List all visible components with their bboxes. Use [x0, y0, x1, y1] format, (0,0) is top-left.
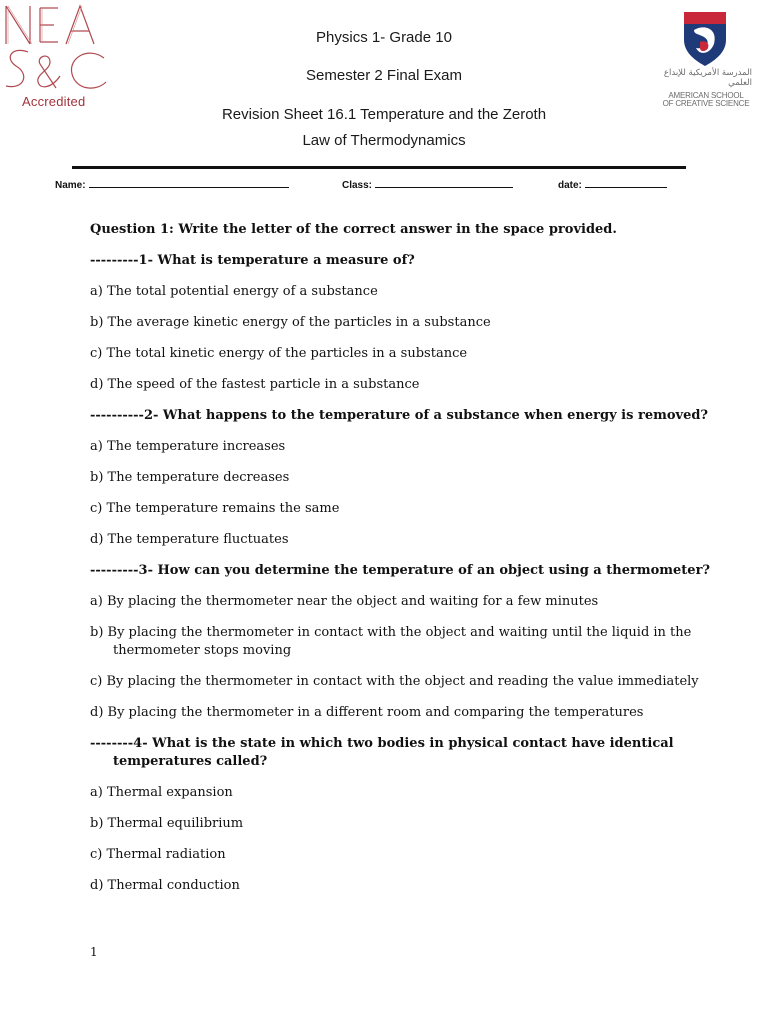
neasc-accredited-logo: [0, 0, 120, 112]
page-number: 1: [90, 945, 98, 959]
item-4-prompt-cont: temperatures called?: [113, 754, 268, 769]
item-2-option-b: b) The temperature decreases: [90, 470, 290, 485]
item-2-option-c: c) The temperature remains the same: [90, 501, 340, 516]
name-label: Name:: [55, 180, 86, 191]
item-3-option-b: b) By placing the thermometer in contact with the object and waiting until the liquid in the: [90, 625, 692, 640]
item-2-option-a: a) The temperature increases: [90, 439, 286, 454]
item-3-option-d: d) By placing the thermometer in a different room and comparing the temperatures: [90, 705, 644, 720]
item-2-option-d: d) The temperature fluctuates: [90, 532, 289, 547]
item-1-option-a: a) The total potential energy of a substance: [90, 284, 378, 299]
item-4-prompt: --------4- What is the state in which two bodies in physical contact have identical: [90, 736, 674, 751]
class-blank[interactable]: [375, 178, 513, 188]
school-name-line-1: AMERICAN SCHOOL: [668, 91, 744, 100]
sheet-title-line-2: Law of Thermodynamics: [302, 132, 466, 149]
neasc-letters-graphic: [0, 0, 120, 100]
class-label: Class:: [342, 180, 373, 191]
item-1-option-c: c) The total kinetic energy of the particles in a substance: [90, 346, 468, 361]
school-name-line-2: OF CREATIVE SCIENCE: [662, 99, 750, 108]
item-4-option-b: b) Thermal equilibrium: [90, 816, 244, 831]
class-field: [342, 178, 513, 191]
school-name-arabic: المدرسة الأمريكية للإبداع العلمي: [663, 68, 752, 88]
school-logo: [642, 0, 768, 118]
sheet-title-line-1: Revision Sheet 16.1 Temperature and the Zeroth: [221, 106, 547, 123]
item-1-option-b: b) The average kinetic energy of the particles in a substance: [90, 315, 491, 330]
item-4-option-a: a) Thermal expansion: [90, 785, 233, 800]
name-field: [55, 178, 289, 191]
name-blank[interactable]: [89, 178, 289, 188]
item-2-prompt: ----------2- What happens to the temperature of a substance when energy is removed?: [90, 408, 709, 423]
item-3-option-b-cont: thermometer stops moving: [113, 643, 292, 658]
header-divider: [72, 166, 686, 169]
item-4-option-d: d) Thermal conduction: [90, 878, 240, 893]
item-1-option-d: d) The speed of the fastest particle in a substance: [90, 377, 420, 392]
date-label: date:: [558, 180, 582, 191]
date-blank[interactable]: [585, 178, 667, 188]
item-3-prompt: ---------3- How can you determine the temperature of an object using a thermometer?: [90, 563, 711, 578]
exam-title: Semester 2 Final Exam: [306, 67, 462, 84]
item-3-option-c: c) By placing the thermometer in contact with the object and reading the value immediately: [90, 674, 699, 689]
accredited-label: Accredited: [22, 94, 86, 109]
item-1-prompt: ---------1- What is temperature a measure of?: [90, 253, 415, 268]
question-1-instruction: Question 1: Write the letter of the correct answer in the space provided.: [90, 222, 617, 237]
course-title: Physics 1- Grade 10: [316, 29, 452, 46]
date-field: [558, 178, 667, 191]
item-3-option-a: a) By placing the thermometer near the object and waiting for a few minutes: [90, 594, 599, 609]
item-4-option-c: c) Thermal radiation: [90, 847, 226, 862]
